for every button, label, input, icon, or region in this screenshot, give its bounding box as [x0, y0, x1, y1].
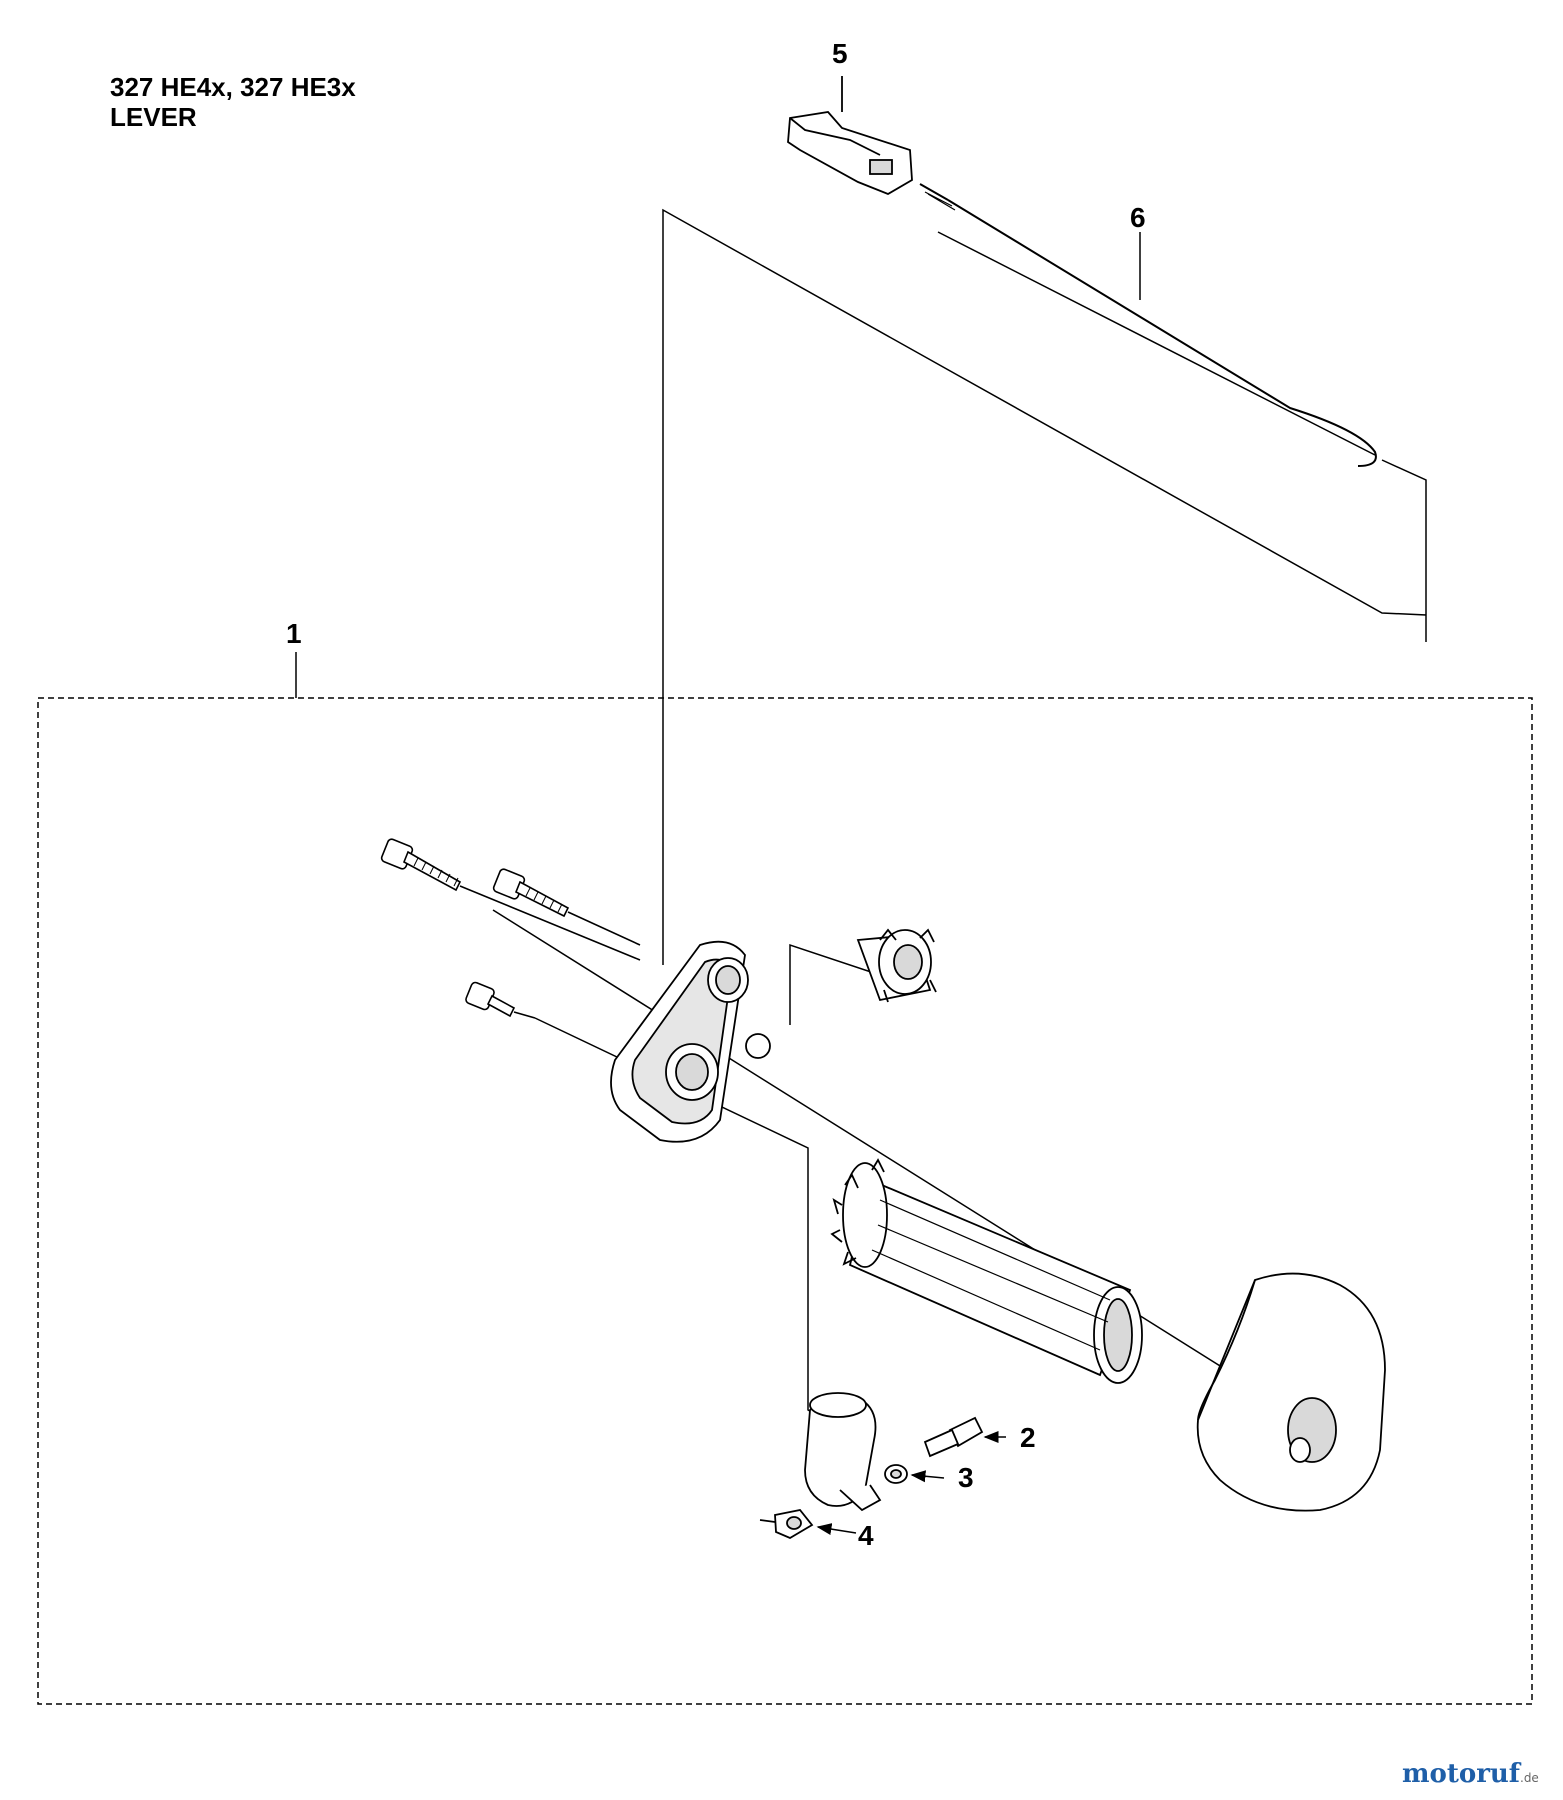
callout-part-4: 4 — [858, 1520, 874, 1551]
leader-part-3 — [912, 1475, 944, 1478]
rod-part — [920, 184, 1376, 466]
callout-part-5: 5 — [832, 38, 848, 69]
section-title: LEVER — [110, 102, 197, 132]
leader-part-4 — [818, 1527, 856, 1533]
callout-part-2: 2 — [1020, 1422, 1036, 1453]
callout-part-3: 3 — [958, 1462, 974, 1493]
long-screws — [380, 838, 640, 960]
clamp-hardware — [760, 1393, 982, 1538]
short-screw — [465, 981, 535, 1018]
callout-part-6: 6 — [1130, 202, 1146, 233]
assembly-boundary — [38, 698, 1532, 1704]
model-title: 327 HE4x, 327 HE3x — [110, 72, 356, 102]
watermark-suffix: .de — [1520, 1771, 1539, 1785]
end-cap — [1198, 1274, 1385, 1511]
lever-part — [788, 76, 912, 194]
callout-part-1: 1 — [286, 618, 302, 649]
housing-plate — [611, 942, 770, 1142]
watermark-text: motoruf — [1402, 1759, 1520, 1789]
small-gear — [858, 930, 936, 1002]
grip-tube — [832, 1160, 1142, 1383]
watermark-logo — [1402, 1760, 1539, 1792]
